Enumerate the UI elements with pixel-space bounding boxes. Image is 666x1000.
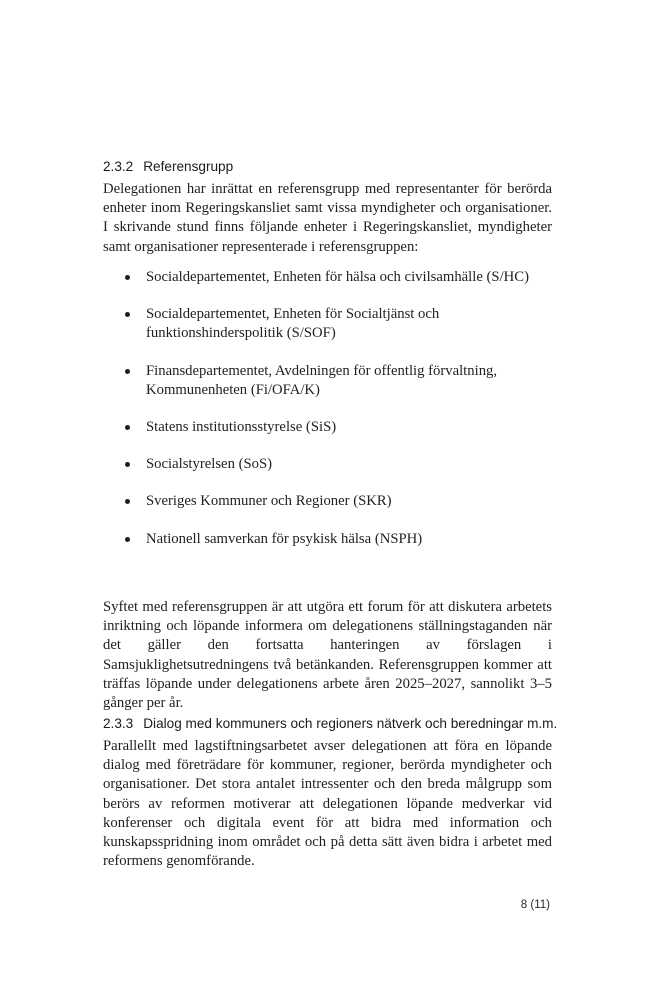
section-heading-2-3-2 [103, 158, 233, 176]
member-name: Statens institutionsstyrelse (SiS) [146, 419, 337, 436]
member-name: Socialdepartementet, Enheten för Socialtjänst och funktionshinderspolitik (S/SOF) [146, 306, 440, 342]
section-heading-2-3-3 [103, 715, 557, 733]
list-item [103, 305, 552, 343]
member-name: Sveriges Kommuner och Regioner (SKR) [146, 493, 392, 510]
bullet-icon [125, 275, 130, 280]
reference-group-members-list [103, 268, 552, 567]
page-number: 8 (11) [520, 899, 550, 911]
bullet-icon [125, 369, 130, 374]
intro-paragraph: Delegationen har inrättat en referensgrupp med representanter för berörda enheter inom Regeringskansliet samt vissa myndigheter och organisationer. I skrivande stund finns följande enheter i Regeringskansliet, myndigheter samt organisationer representerade i referensgruppen: [103, 181, 552, 255]
bullet-icon [125, 537, 130, 542]
member-name: Finansdepartementet, Avdelningen för offentlig förvaltning, Kommunenheten (Fi/OFA/K) [146, 362, 498, 398]
list-item [103, 362, 552, 400]
list-item [103, 268, 552, 287]
dialog-paragraph: Parallellt med lagstiftningsarbetet avser delegationen att föra en löpande dialog med företrädare för kommuner, regioner, berörda myndigheter och organisationer. Det stora antalet intressenter och den breda målgrupp som berörs av reformen motiverar att delegationen löpande medverkar vid konferenser och digitala event för att bidra med information och kunskapsspridning inom området och på detta sätt även bidra i arbetet med reformens genomförande. [103, 738, 552, 870]
section-title: Referensgrupp [143, 159, 234, 174]
list-item [103, 455, 552, 474]
member-name: Socialdepartementet, Enheten för hälsa och civilsamhälle (S/HC) [146, 269, 529, 285]
bullet-icon [125, 312, 130, 317]
bullet-icon [125, 462, 130, 467]
member-name: Socialstyrelsen (SoS) [146, 456, 273, 473]
bullet-icon [125, 425, 130, 430]
section-number: 2.3.2 [103, 159, 134, 174]
list-item [103, 492, 552, 511]
section-number: 2.3.3 [103, 716, 134, 731]
bullet-icon [125, 499, 130, 504]
list-item [103, 530, 552, 549]
section-title: Dialog med kommuners och regioners nätverk och beredningar m.m. [143, 716, 558, 731]
purpose-paragraph: Syftet med referensgruppen är att utgöra ett forum för att diskutera arbetets inriktning och löpande informera om delegationens ställningstaganden när det gäller den fortsatta hanteringen av förslagen i Samsjuklighetsutredningens två betänkanden. Referensgruppen kommer att träffas löpande under delegationens arbete åren 2025–2027, sannolikt 3–5 gånger per år. [103, 599, 552, 712]
member-name: Nationell samverkan för psykisk hälsa (NSPH) [146, 530, 423, 547]
list-item [103, 418, 552, 437]
